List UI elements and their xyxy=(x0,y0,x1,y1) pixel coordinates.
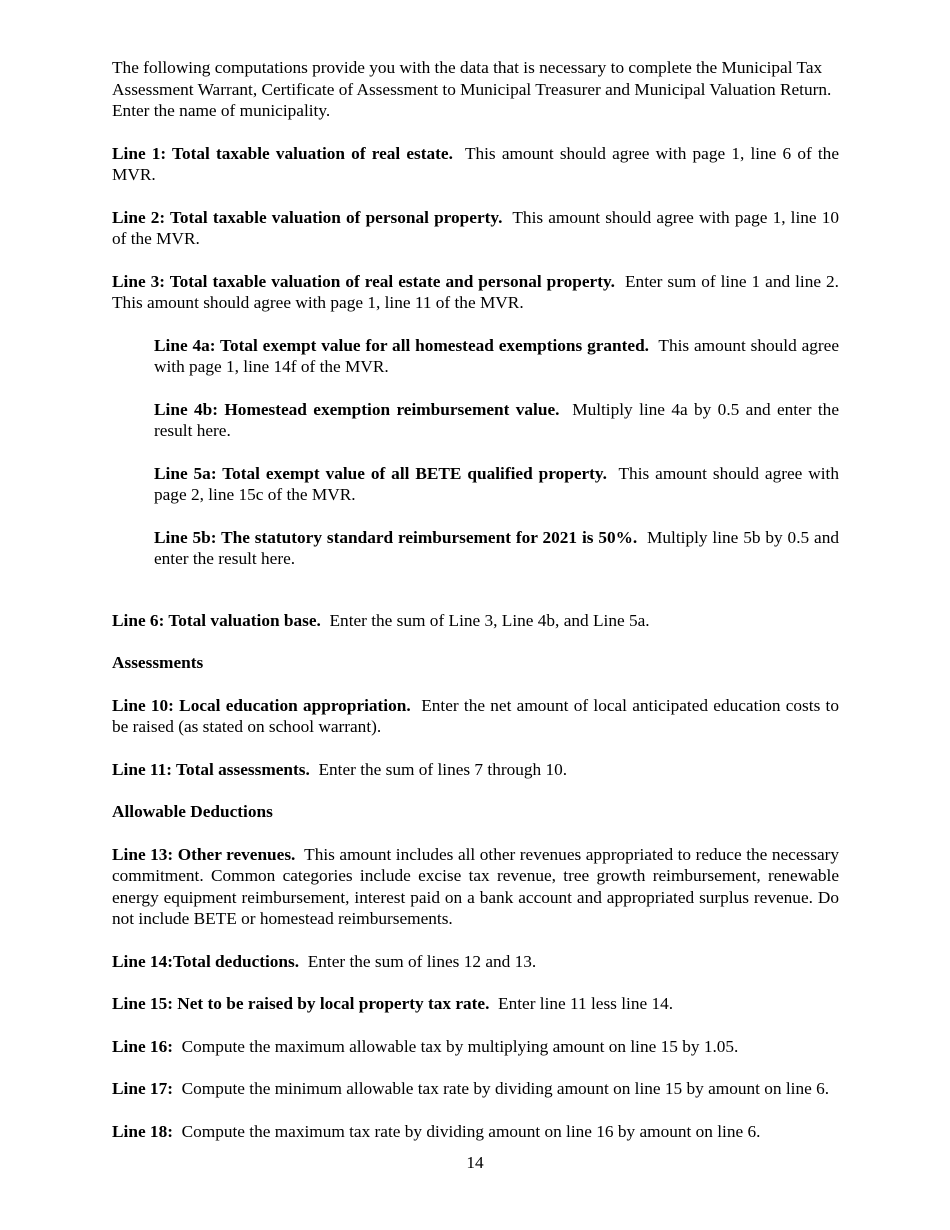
intro-block xyxy=(112,57,839,122)
line-label: Line 4b: Homestead exemption reimbursement value. xyxy=(154,399,560,419)
line-14-item xyxy=(112,951,839,973)
section-heading-assessments: Assessments xyxy=(112,653,204,672)
line-11-item xyxy=(112,759,839,781)
line-1-item xyxy=(112,143,839,186)
line-description: This amount should agree with page 1, line 14f of the MVR. xyxy=(154,335,839,376)
line-label: Line 14:Total deductions. xyxy=(112,951,300,971)
line-10-item xyxy=(112,695,839,738)
line-description: Enter the sum of lines 7 through 10. xyxy=(318,759,568,779)
line-label: Line 5b: The statutory standard reimbursement for 2021 is 50%. xyxy=(154,527,638,547)
line-description: Compute the minimum allowable tax rate by dividing amount on line 15 by amount on line 6. xyxy=(181,1079,830,1098)
line-label: Line 5a: Total exempt value of all BETE qualified property. xyxy=(154,463,607,483)
line-4b-item xyxy=(154,399,839,442)
line-15-item xyxy=(112,993,839,1015)
line-label: Line 13: Other revenues. xyxy=(112,844,296,864)
line-description: This amount includes all other revenues appropriated to reduce the necessary commitment. Common categories include excise tax revenue, tree growth reimbursement, renewable energy equipment reimbursement, interest paid on a bank account and appropriated surplus revenue. Do not include BETE or homestead reimbursements. xyxy=(112,844,840,928)
line-6-item xyxy=(112,610,839,632)
line-13-item xyxy=(112,844,839,930)
line-label: Line 2: Total taxable valuation of personal property. xyxy=(112,207,503,227)
indented-items xyxy=(154,335,839,570)
line-description: Enter line 11 less line 14. xyxy=(498,994,674,1013)
line-description: Enter the sum of Line 3, Line 4b, and Line 5a. xyxy=(329,610,650,630)
page-number: 14 xyxy=(466,1153,484,1172)
page-content xyxy=(112,57,839,1142)
line-16-item xyxy=(112,1036,839,1058)
line-label: Line 1: Total taxable valuation of real estate. xyxy=(112,143,453,163)
line-4a-item xyxy=(154,335,839,378)
line-label: Line 15: Net to be raised by local property tax rate. xyxy=(112,994,490,1013)
line-label: Line 6: Total valuation base. xyxy=(112,610,321,630)
line-description: Multiply line 5b by 0.5 and enter the result here. xyxy=(154,527,840,568)
line-label: Line 4a: Total exempt value for all homestead exemptions granted. xyxy=(154,335,649,355)
line-description: Compute the maximum tax rate by dividing amount on line 16 by amount on line 6. xyxy=(181,1121,761,1141)
line-description: Enter the net amount of local anticipated education costs to be raised (as stated on school warrant). xyxy=(112,695,839,736)
line-label: Line 10: Local education appropriation. xyxy=(112,695,411,715)
line-17-item xyxy=(112,1078,839,1100)
line-description: This amount should agree with page 1, line 10 of the MVR. xyxy=(112,207,839,248)
line-5a-item xyxy=(154,463,839,506)
line-2-item xyxy=(112,207,839,250)
line-description: Multiply line 4a by 0.5 and enter the result here. xyxy=(154,399,839,440)
line-description: This amount should agree with page 1, line 6 of the MVR. xyxy=(112,143,839,184)
line-18-item xyxy=(112,1121,839,1143)
line-5b-item xyxy=(154,527,839,570)
line-description: This amount should agree with page 2, line 15c of the MVR. xyxy=(154,463,839,504)
intro-paragraph: The following computations provide you with the data that is necessary to complete the Municipal Tax Assessment Warrant, Certificate of Assessment to Municipal Treasurer and Municipal Valuation Return. xyxy=(112,58,832,99)
line-label: Line 11: Total assessments. xyxy=(112,759,310,779)
line-label: Line 16: xyxy=(112,1036,173,1056)
line-description: Compute the maximum allowable tax by multiplying amount on line 15 by 1.05. xyxy=(181,1036,739,1056)
line-label: Line 18: xyxy=(112,1121,173,1141)
line-label: Line 17: xyxy=(112,1079,173,1098)
line-3-item xyxy=(112,271,839,314)
line-description: Enter sum of line 1 and line 2. This amount should agree with page 1, line 11 of the MVR. xyxy=(112,271,839,312)
line-description: Enter the sum of lines 12 and 13. xyxy=(307,951,537,971)
section-heading-deductions: Allowable Deductions xyxy=(112,802,273,821)
intro-instruction: Enter the name of municipality. xyxy=(112,101,331,120)
line-label: Line 3: Total taxable valuation of real estate and personal property. xyxy=(112,271,615,291)
